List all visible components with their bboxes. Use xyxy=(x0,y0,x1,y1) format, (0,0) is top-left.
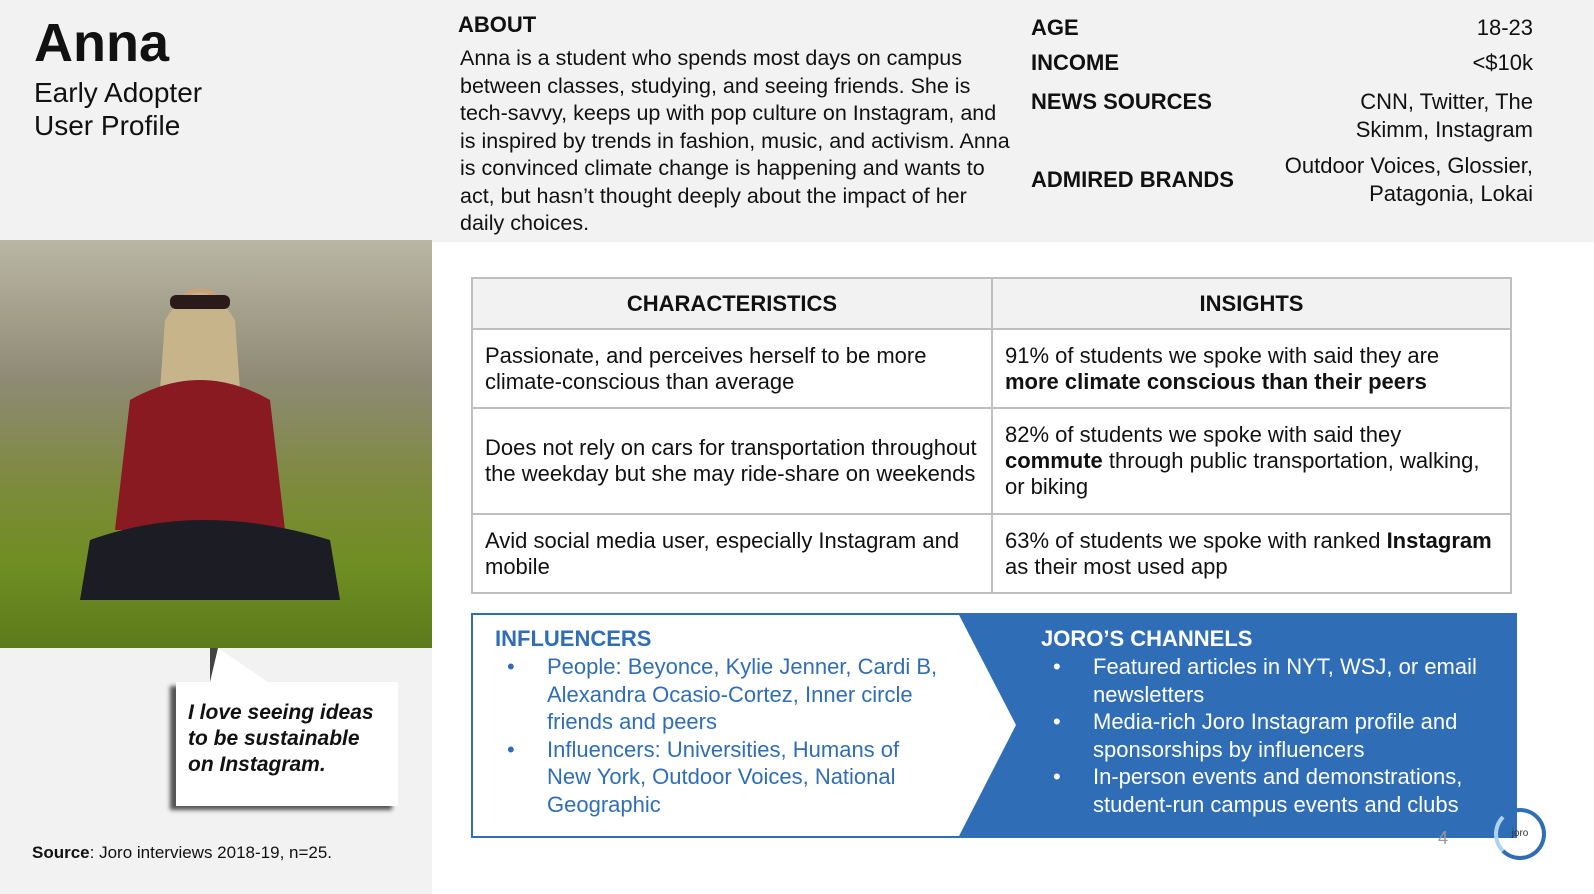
quote-tail xyxy=(210,648,268,682)
characteristic-cell: Avid social media user, especially Instagram and mobile xyxy=(472,514,992,593)
persona-photo xyxy=(0,240,432,648)
joro-logo: joro xyxy=(1494,808,1546,860)
column-header: CHARACTERISTICS xyxy=(472,278,992,329)
insight-highlight: Instagram xyxy=(1386,527,1492,553)
column-header: INSIGHTS xyxy=(992,278,1511,329)
insight-cell xyxy=(992,408,1511,514)
table-row xyxy=(472,514,1511,593)
source-label: Source xyxy=(32,843,90,862)
insight-highlight: commute xyxy=(1005,448,1103,473)
fact-news xyxy=(1031,88,1533,144)
channels-heading: JORO’S CHANNELS xyxy=(1041,626,1253,651)
fact-income xyxy=(1031,49,1533,77)
insight-text: through public transportation, walking, or biking xyxy=(1005,448,1480,499)
influencers-section xyxy=(495,625,945,818)
fact-value: CNN, Twitter, The Skimm, Instagram xyxy=(1355,89,1533,142)
insight-cell xyxy=(992,514,1511,593)
list-item: • Featured articles in NYT, WSJ, or email newsletters xyxy=(1041,653,1511,708)
source-text: : Joro interviews 2018-19, n=25. xyxy=(89,843,333,862)
insights-table xyxy=(471,277,1512,594)
insight-highlight: more climate conscious than their peers xyxy=(1005,368,1427,394)
page-number: 4 xyxy=(1438,828,1449,848)
quote-bubble: I love seeing ideas to be sustainable on Instagram. xyxy=(176,682,398,806)
subtitle-line: Early Adopter xyxy=(34,77,203,108)
insight-text: 63% of students we spoke with ranked xyxy=(1005,527,1387,553)
fact-age xyxy=(1031,14,1533,42)
fact-label: ADMIRED BRANDS xyxy=(1031,167,1234,192)
influencers-heading: INFLUENCERS xyxy=(495,626,652,651)
insight-text: 91% of students we spoke with said they are xyxy=(1005,342,1440,368)
channels-section xyxy=(1041,625,1511,818)
subtitle-line: User Profile xyxy=(34,110,181,141)
facts-list xyxy=(1031,14,1533,208)
fact-value: <$10k xyxy=(1472,50,1533,75)
fact-value: Outdoor Voices, Glossier, Patagonia, Lokai xyxy=(1284,153,1533,206)
fact-brands xyxy=(1031,152,1533,208)
table-row xyxy=(472,329,1511,408)
table-header xyxy=(472,278,1511,329)
persona-subtitle xyxy=(34,76,202,142)
source-note xyxy=(32,843,332,863)
about-heading: ABOUT xyxy=(458,12,537,37)
insight-text: 82% of students we spoke with said they xyxy=(1005,422,1402,447)
person-illustration xyxy=(0,240,432,648)
fact-label: AGE xyxy=(1031,15,1079,40)
list-item: • Media-rich Joro Instagram profile and sponsorships by influencers xyxy=(1041,708,1511,763)
characteristic-cell: Does not rely on cars for transportation throughout the weekday but she may ride-share on weekends xyxy=(472,408,992,514)
fact-label: NEWS SOURCES xyxy=(1031,89,1212,114)
about-text: Anna is a student who spends most days on campus between classes, studying, and seeing friends. She is tech-savvy, keeps up with pop culture on Instagram, and is inspired by trends in fashion, music, and activism. Anna is convinced climate change is happening and wants to act, but hasn’t thought deeply about the impact of her daily choices. xyxy=(460,46,1010,235)
insight-cell xyxy=(992,329,1511,408)
list-item: • In-person events and demonstrations, student-run campus events and clubs xyxy=(1041,763,1511,818)
persona-name: Anna xyxy=(34,13,169,73)
list-item: • People: Beyonce, Kylie Jenner, Cardi B, Alexandra Ocasio-Cortez, Inner circle friends and peers xyxy=(495,653,945,736)
influencers-channels-panel xyxy=(471,613,1517,838)
list-item: • Influencers: Universities, Humans of New York, Outdoor Voices, National Geographic xyxy=(495,736,945,819)
table-row xyxy=(472,408,1511,514)
characteristic-cell: Passionate, and perceives herself to be more climate-conscious than average xyxy=(472,329,992,408)
fact-label: INCOME xyxy=(1031,50,1119,75)
fact-value: 18-23 xyxy=(1476,15,1533,40)
insight-text: as their most used app xyxy=(1005,553,1228,579)
